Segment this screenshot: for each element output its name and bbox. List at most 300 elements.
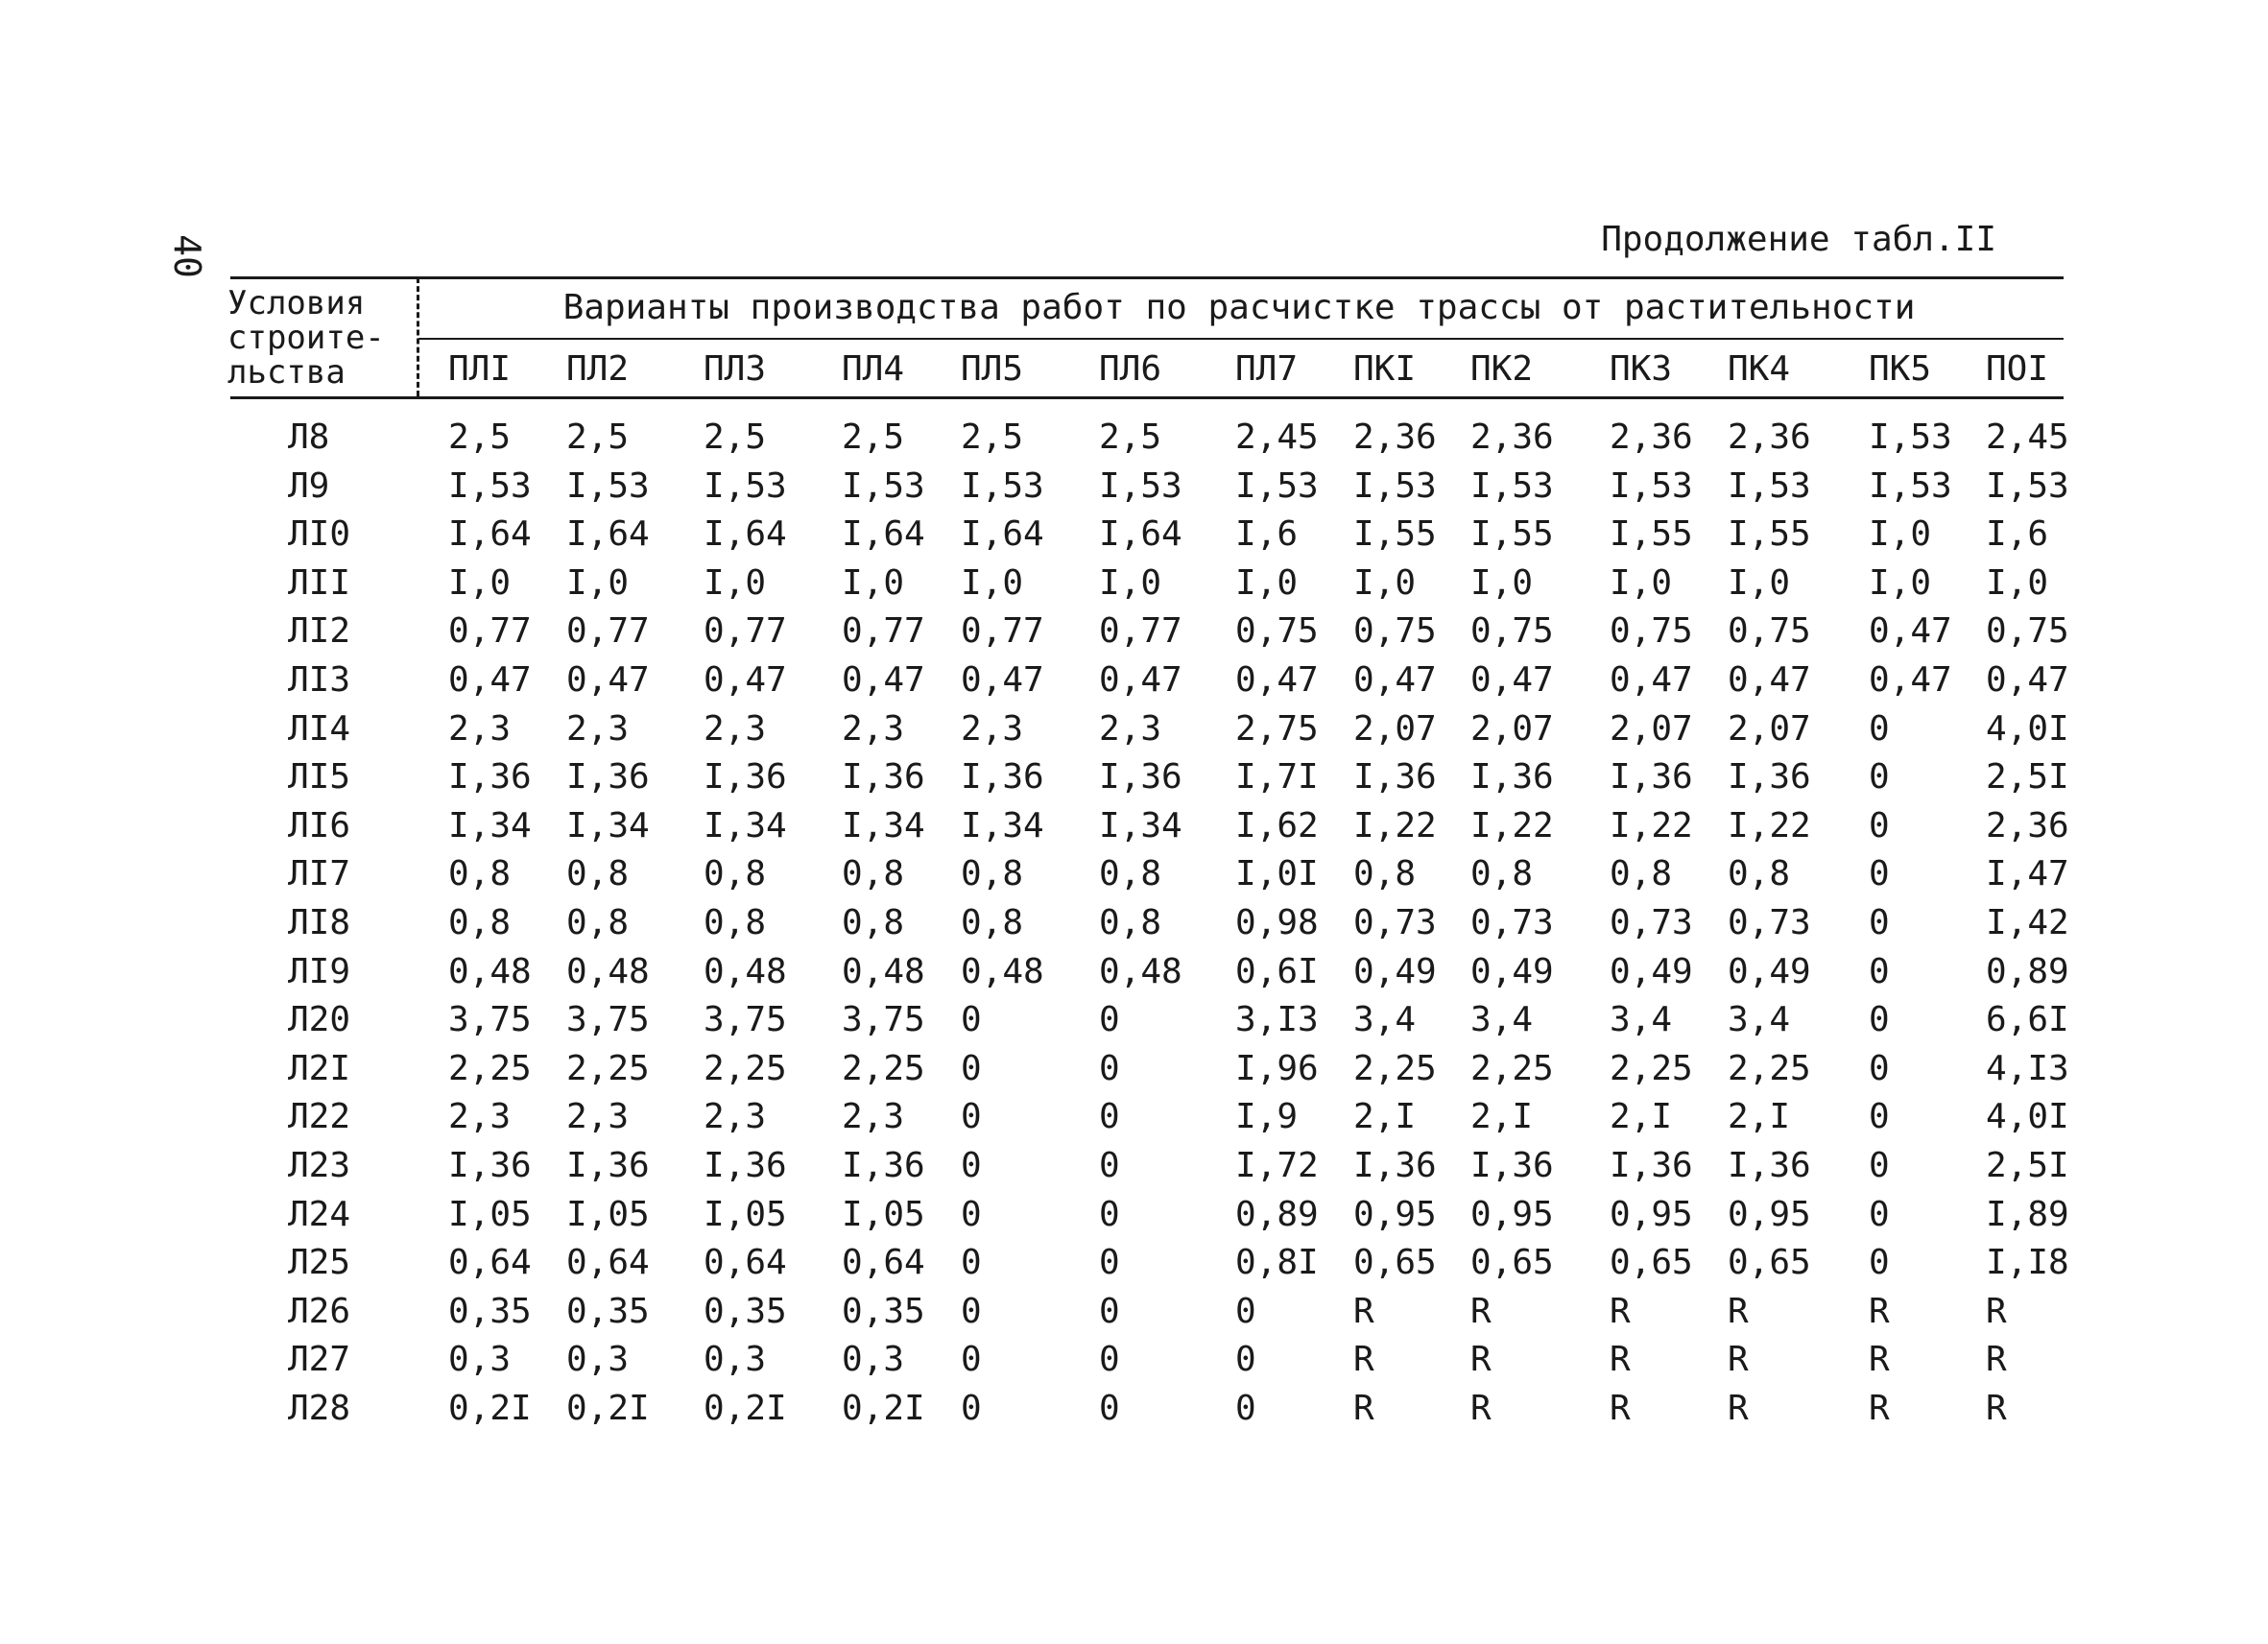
table-cell: 0 — [1869, 1194, 1890, 1234]
table-cell: 0 — [961, 1243, 982, 1283]
row-label: ЛI5 — [288, 757, 351, 798]
table-cell: 2,75 — [1235, 708, 1319, 749]
table-cell: R — [1470, 1340, 1492, 1380]
table-cell: I,36 — [448, 757, 532, 798]
table-cell: I,36 — [448, 1146, 532, 1185]
table-cell: 0,47 — [1099, 660, 1182, 700]
table-cell: 2,I — [1728, 1097, 1791, 1137]
table-cell: 0,47 — [704, 660, 787, 700]
row-label: ЛI6 — [288, 805, 351, 846]
table-cell: R — [1353, 1389, 1374, 1428]
table-cell: I,64 — [842, 514, 925, 555]
table-cell: I,55 — [1728, 514, 1811, 555]
table-cell: 0,89 — [1235, 1194, 1319, 1234]
table-cell: R — [1728, 1340, 1749, 1380]
table-cell: I,0 — [961, 562, 1024, 603]
table-cell: 2,07 — [1470, 708, 1554, 749]
column-header: ПЛ2 — [566, 349, 630, 389]
table-cell: I,36 — [961, 757, 1044, 798]
table-cell: 0 — [1869, 1000, 1890, 1040]
table-cell: 0,8 — [842, 854, 905, 894]
row-label: ЛI8 — [288, 903, 351, 942]
table-cell: 0,47 — [448, 660, 532, 700]
table-caption: Продолжение табл.II — [1601, 220, 1996, 259]
table-cell: I,36 — [842, 1146, 925, 1185]
table-cell: 0,35 — [566, 1291, 650, 1331]
table-cell: 2,5 — [448, 417, 512, 457]
row-label: ЛI9 — [288, 951, 351, 991]
table-cell: 0,35 — [448, 1291, 532, 1331]
column-header: ПК2 — [1470, 349, 1534, 389]
table-cell: R — [1610, 1340, 1631, 1380]
row-label: Л20 — [288, 1000, 351, 1040]
column-header: ПЛ7 — [1235, 349, 1299, 389]
table-cell: 0,47 — [1728, 660, 1811, 700]
table-cell: I,53 — [842, 465, 925, 506]
table-cell: 4,I3 — [1986, 1048, 2069, 1088]
table-cell: I,53 — [1235, 465, 1319, 506]
row-label: Л24 — [288, 1194, 351, 1234]
table-cell: I,36 — [842, 757, 925, 798]
table-cell: 2,3 — [842, 1097, 905, 1137]
table-cell: 0,8 — [1728, 854, 1791, 894]
table-cell: 0,8 — [961, 903, 1024, 942]
table-cell: I,9 — [1235, 1097, 1299, 1137]
table-cell: 0 — [1099, 1194, 1120, 1234]
table-cell: 0 — [961, 1291, 982, 1331]
table-cell: 0,75 — [1986, 611, 2069, 652]
row-label: Л26 — [288, 1291, 351, 1331]
table-cell: 0 — [961, 1000, 982, 1040]
table-cell: I,96 — [1235, 1048, 1319, 1088]
column-header: ПОI — [1986, 349, 2049, 389]
table-cell: 0 — [1869, 757, 1890, 798]
table-cell: I,53 — [1869, 417, 1952, 457]
table-cell: I,0 — [448, 562, 512, 603]
table-cell: 0,8 — [448, 854, 512, 894]
table-cell: I,36 — [566, 1146, 650, 1185]
row-label: ЛI7 — [288, 854, 351, 894]
table-cell: 0,47 — [1610, 660, 1693, 700]
table-cell: 0,65 — [1728, 1243, 1811, 1283]
table-cell: I,36 — [1610, 1146, 1693, 1185]
page-number: 40 — [166, 234, 208, 278]
table-cell: I,I8 — [1986, 1243, 2069, 1283]
table-cell: R — [1986, 1291, 2007, 1331]
group-header-rule — [418, 338, 2064, 340]
row-label: ЛI4 — [288, 708, 351, 749]
table-cell: 0,3 — [448, 1340, 512, 1380]
table-cell: I,53 — [1728, 465, 1811, 506]
column-header: ПКI — [1353, 349, 1417, 389]
table-cell: 0 — [961, 1146, 982, 1185]
table-cell: 0 — [961, 1048, 982, 1088]
table-cell: 0 — [1235, 1291, 1256, 1331]
table-cell: I,22 — [1470, 805, 1554, 846]
table-cell: 0,75 — [1728, 611, 1811, 652]
table-cell: R — [1353, 1291, 1374, 1331]
table-cell: 2,3 — [1099, 708, 1162, 749]
table-cell: 0 — [1099, 1097, 1120, 1137]
table-cell: 0,8 — [1353, 854, 1417, 894]
table-cell: I,7I — [1235, 757, 1319, 798]
table-cell: 0,48 — [704, 951, 787, 991]
table-cell: 0 — [1099, 1000, 1120, 1040]
table-cell: R — [1986, 1389, 2007, 1428]
table-cell: I,0 — [1235, 562, 1299, 603]
table-cell: 0,73 — [1470, 903, 1554, 942]
table-cell: 0 — [1099, 1340, 1120, 1380]
table-cell: 0,8 — [1099, 854, 1162, 894]
table-cell: 0 — [961, 1389, 982, 1428]
table-cell: 2,45 — [1986, 417, 2069, 457]
table-cell: 0,95 — [1353, 1194, 1437, 1234]
table-cell: I,0 — [842, 562, 905, 603]
table-cell: I,36 — [1470, 1146, 1554, 1185]
table-cell: I,0 — [1353, 562, 1417, 603]
table-cell: 0 — [1099, 1243, 1120, 1283]
table-cell: I,34 — [961, 805, 1044, 846]
table-cell: R — [1728, 1389, 1749, 1428]
row-label: Л22 — [288, 1097, 351, 1137]
table-cell: 2,I — [1610, 1097, 1673, 1137]
table-cell: 0,49 — [1470, 951, 1554, 991]
table-cell: I,53 — [1353, 465, 1437, 506]
table-cell: I,05 — [704, 1194, 787, 1234]
table-cell: I,0 — [1986, 562, 2049, 603]
table-cell: I,05 — [448, 1194, 532, 1234]
table-cell: 2,5 — [1099, 417, 1162, 457]
table-cell: I,64 — [1099, 514, 1182, 555]
table-cell: I,36 — [1610, 757, 1693, 798]
table-cell: 0,65 — [1470, 1243, 1554, 1283]
conditions-header-line: Условия — [227, 284, 366, 322]
table-cell: 0 — [1099, 1389, 1120, 1428]
table-cell: I,64 — [704, 514, 787, 555]
table-cell: I,53 — [1986, 465, 2069, 506]
table-cell: 2,45 — [1235, 417, 1319, 457]
table-cell: 2,3 — [448, 708, 512, 749]
table-cell: 0,49 — [1610, 951, 1693, 991]
table-cell: 2,25 — [842, 1048, 925, 1088]
table-cell: 0,64 — [704, 1243, 787, 1283]
table-cell: 0,73 — [1353, 903, 1437, 942]
table-cell: 2,5I — [1986, 757, 2069, 798]
table-cell: 0,64 — [842, 1243, 925, 1283]
table-cell: 3,4 — [1610, 1000, 1673, 1040]
table-cell: I,0I — [1235, 854, 1319, 894]
row-label: Л9 — [288, 465, 330, 506]
table-cell: 0,49 — [1728, 951, 1811, 991]
table-cell: 2,36 — [1610, 417, 1693, 457]
table-cell: 0,35 — [842, 1291, 925, 1331]
table-cell: 2,25 — [566, 1048, 650, 1088]
table-cell: 0,47 — [1353, 660, 1437, 700]
table-cell: 0,8 — [1610, 854, 1673, 894]
table-cell: 3,4 — [1470, 1000, 1534, 1040]
table-cell: 0,75 — [1235, 611, 1319, 652]
table-cell: 0,75 — [1610, 611, 1693, 652]
table-cell: 3,75 — [842, 1000, 925, 1040]
table-cell: I,34 — [566, 805, 650, 846]
table-cell: I,05 — [842, 1194, 925, 1234]
table-cell: 0 — [961, 1097, 982, 1137]
table-cell: 0,64 — [448, 1243, 532, 1283]
table-cell: 0,47 — [1986, 660, 2069, 700]
table-cell: 0 — [1099, 1048, 1120, 1088]
table-cell: I,36 — [1728, 1146, 1811, 1185]
table-cell: 2,5 — [961, 417, 1024, 457]
table-cell: I,34 — [842, 805, 925, 846]
table-cell: 2,I — [1470, 1097, 1534, 1137]
table-cell: 0,47 — [1235, 660, 1319, 700]
table-cell: 2,3 — [961, 708, 1024, 749]
table-cell: I,53 — [1470, 465, 1554, 506]
table-cell: I,34 — [448, 805, 532, 846]
table-cell: 2,3 — [704, 708, 767, 749]
table-cell: 0 — [1869, 951, 1890, 991]
table-cell: I,36 — [1099, 757, 1182, 798]
table-cell: 2,3 — [566, 1097, 630, 1137]
table-cell: R — [1869, 1291, 1890, 1331]
table-cell: I,0 — [1099, 562, 1162, 603]
table-cell: 0,98 — [1235, 903, 1319, 942]
table-cell: 0,64 — [566, 1243, 650, 1283]
table-cell: 0,8 — [1470, 854, 1534, 894]
table-cell: 0,73 — [1610, 903, 1693, 942]
table-cell: I,64 — [566, 514, 650, 555]
table-cell: 0,77 — [448, 611, 532, 652]
table-cell: 0,48 — [566, 951, 650, 991]
table-cell: I,55 — [1610, 514, 1693, 555]
header-column-divider — [417, 277, 419, 396]
table-cell: I,53 — [566, 465, 650, 506]
table-cell: I,34 — [1099, 805, 1182, 846]
table-cell: 0,48 — [961, 951, 1044, 991]
table-cell: 2,5I — [1986, 1146, 2069, 1185]
table-top-rule — [230, 276, 2064, 279]
table-cell: R — [1986, 1340, 2007, 1380]
row-label: ЛI0 — [288, 514, 351, 555]
table-cell: R — [1470, 1291, 1492, 1331]
table-cell: 0,6I — [1235, 951, 1319, 991]
table-cell: I,0 — [1728, 562, 1791, 603]
table-cell: I,0 — [704, 562, 767, 603]
table-cell: I,64 — [448, 514, 532, 555]
table-cell: 3,75 — [566, 1000, 650, 1040]
table-cell: 2,5 — [842, 417, 905, 457]
table-cell: 2,36 — [1728, 417, 1811, 457]
conditions-header-line: льства — [227, 353, 346, 392]
table-cell: I,72 — [1235, 1146, 1319, 1185]
table-cell: R — [1353, 1340, 1374, 1380]
table-cell: 2,07 — [1728, 708, 1811, 749]
table-cell: 0,89 — [1986, 951, 2069, 991]
table-cell: 0,47 — [1869, 611, 1952, 652]
table-cell: I,36 — [1353, 1146, 1437, 1185]
table-cell: 0,2I — [448, 1389, 532, 1428]
table-cell: 0 — [1099, 1291, 1120, 1331]
table-cell: 2,25 — [1470, 1048, 1554, 1088]
table-cell: 0,95 — [1728, 1194, 1811, 1234]
table-cell: 0,77 — [842, 611, 925, 652]
table-cell: 0,8 — [448, 903, 512, 942]
table-cell: 0,8 — [704, 854, 767, 894]
row-label: Л28 — [288, 1389, 351, 1428]
table-cell: 2,25 — [1353, 1048, 1437, 1088]
column-header: ПК3 — [1610, 349, 1673, 389]
table-cell: I,42 — [1986, 903, 2069, 942]
table-cell: 0,65 — [1610, 1243, 1693, 1283]
table-cell: 0,65 — [1353, 1243, 1437, 1283]
header-bottom-rule — [230, 396, 2064, 399]
table-cell: 0 — [1869, 1048, 1890, 1088]
column-header: ПЛ4 — [842, 349, 905, 389]
table-cell: 2,25 — [1728, 1048, 1811, 1088]
table-cell: I,0 — [1869, 562, 1932, 603]
row-label: Л27 — [288, 1340, 351, 1380]
table-cell: I,62 — [1235, 805, 1319, 846]
table-cell: I,36 — [566, 757, 650, 798]
table-cell: 0,75 — [1470, 611, 1554, 652]
row-label: ЛI3 — [288, 660, 351, 700]
table-cell: R — [1728, 1291, 1749, 1331]
column-header: ПК4 — [1728, 349, 1791, 389]
table-cell: 0,47 — [842, 660, 925, 700]
table-cell: 3,4 — [1353, 1000, 1417, 1040]
table-cell: 0,73 — [1728, 903, 1811, 942]
table-cell: 2,36 — [1470, 417, 1554, 457]
table-cell: 0 — [961, 1340, 982, 1380]
table-cell: I,0 — [1869, 514, 1932, 555]
table-cell: R — [1869, 1389, 1890, 1428]
table-cell: 0,2I — [704, 1389, 787, 1428]
table-cell: 0,77 — [704, 611, 787, 652]
variants-group-header: Варианты производства работ по расчистке трассы от растительности — [562, 288, 1916, 327]
row-label: Л25 — [288, 1243, 351, 1283]
table-cell: 3,4 — [1728, 1000, 1791, 1040]
table-cell: 0 — [1235, 1389, 1256, 1428]
table-cell: 0,48 — [448, 951, 532, 991]
table-cell: 2,3 — [842, 708, 905, 749]
table-cell: 0 — [1869, 1243, 1890, 1283]
table-cell: 0,8 — [1099, 903, 1162, 942]
table-cell: 0,77 — [1099, 611, 1182, 652]
row-label: Л8 — [288, 417, 330, 457]
table-cell: 2,25 — [704, 1048, 787, 1088]
table-cell: R — [1610, 1291, 1631, 1331]
table-cell: 0,95 — [1470, 1194, 1554, 1234]
conditions-header — [227, 286, 385, 390]
table-cell: I,22 — [1728, 805, 1811, 846]
table-cell: I,89 — [1986, 1194, 2069, 1234]
table-cell: 0,47 — [566, 660, 650, 700]
table-cell: I,36 — [1728, 757, 1811, 798]
table-cell: 0 — [1235, 1340, 1256, 1380]
table-cell: I,22 — [1353, 805, 1437, 846]
table-cell: 0,2I — [842, 1389, 925, 1428]
conditions-header-line: строите- — [227, 319, 385, 357]
table-cell: 0 — [961, 1194, 982, 1234]
table-cell: 0,47 — [1869, 660, 1952, 700]
table-cell: 0 — [1869, 854, 1890, 894]
table-cell: I,0 — [1610, 562, 1673, 603]
table-cell: 0,8 — [704, 903, 767, 942]
row-label: Л2I — [288, 1048, 351, 1088]
table-cell: 3,75 — [448, 1000, 532, 1040]
table-cell: 0,8 — [842, 903, 905, 942]
table-cell: I,36 — [704, 1146, 787, 1185]
table-cell: R — [1470, 1389, 1492, 1428]
column-header: ПЛ3 — [704, 349, 767, 389]
table-cell: 2,3 — [704, 1097, 767, 1137]
table-cell: 0,77 — [566, 611, 650, 652]
column-header: ПЛ6 — [1099, 349, 1162, 389]
table-cell: 0,8I — [1235, 1243, 1319, 1283]
table-cell: 4,0I — [1986, 1097, 2069, 1137]
table-cell: 2,36 — [1353, 417, 1437, 457]
table-cell: 0,95 — [1610, 1194, 1693, 1234]
table-cell: R — [1610, 1389, 1631, 1428]
table-cell: 3,75 — [704, 1000, 787, 1040]
table-cell: 0 — [1869, 1146, 1890, 1185]
table-cell: 0,8 — [961, 854, 1024, 894]
column-header: ПЛI — [448, 349, 512, 389]
table-cell: I,0 — [566, 562, 630, 603]
table-cell: I,53 — [1869, 465, 1952, 506]
column-header: ПК5 — [1869, 349, 1932, 389]
table-cell: 2,25 — [448, 1048, 532, 1088]
table-cell: 0,3 — [566, 1340, 630, 1380]
table-cell: 2,5 — [704, 417, 767, 457]
table-cell: 0,47 — [1470, 660, 1554, 700]
table-cell: 0,75 — [1353, 611, 1437, 652]
table-cell: 0 — [1869, 903, 1890, 942]
table-cell: I,64 — [961, 514, 1044, 555]
table-cell: R — [1869, 1340, 1890, 1380]
table-cell: 2,I — [1353, 1097, 1417, 1137]
table-cell: I,53 — [1099, 465, 1182, 506]
table-cell: I,36 — [1470, 757, 1554, 798]
table-cell: I,47 — [1986, 854, 2069, 894]
table-cell: I,53 — [961, 465, 1044, 506]
table-cell: I,36 — [1353, 757, 1437, 798]
table-cell: 6,6I — [1986, 1000, 2069, 1040]
table-cell: 0,35 — [704, 1291, 787, 1331]
table-cell: I,53 — [448, 465, 532, 506]
row-label: ЛI2 — [288, 611, 351, 652]
table-cell: 0,48 — [842, 951, 925, 991]
table-cell: I,0 — [1470, 562, 1534, 603]
table-cell: 2,3 — [448, 1097, 512, 1137]
table-cell: 0 — [1869, 1097, 1890, 1137]
table-cell: 3,I3 — [1235, 1000, 1319, 1040]
table-cell: I,6 — [1986, 514, 2049, 555]
table-cell: I,55 — [1353, 514, 1437, 555]
table-cell: I,34 — [704, 805, 787, 846]
column-header: ПЛ5 — [961, 349, 1024, 389]
table-cell: 0 — [1869, 708, 1890, 749]
table-cell: I,53 — [704, 465, 787, 506]
table-cell: 0,3 — [704, 1340, 767, 1380]
table-cell: 2,25 — [1610, 1048, 1693, 1088]
table-cell: I,53 — [1610, 465, 1693, 506]
table-cell: 2,07 — [1353, 708, 1437, 749]
table-cell: 0,8 — [566, 903, 630, 942]
table-cell: 4,0I — [1986, 708, 2069, 749]
row-label: ЛII — [288, 562, 351, 603]
table-cell: 2,5 — [566, 417, 630, 457]
